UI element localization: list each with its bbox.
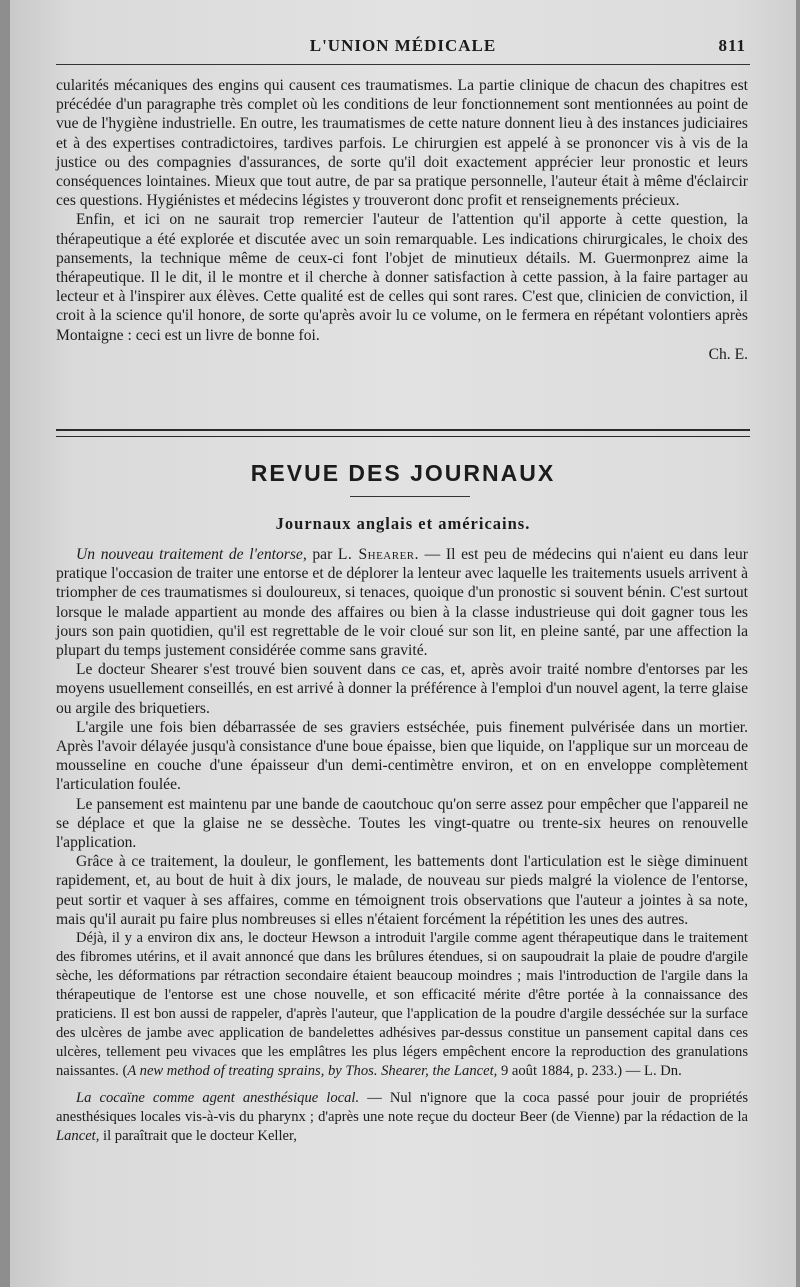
section-divider [56, 429, 750, 437]
header-rule [56, 64, 750, 65]
second-article-text-end: il paraîtrait que le docteur Keller, [99, 1128, 297, 1145]
section-title-rule [350, 496, 470, 497]
article-paragraph: L'argile une fois bien débarrassée de ses graviers estséchée, puis finement pulvérisée dans un mortier. Après l'avoir délayée jusqu'à consistance d'une boue épaisse, bien que liquide, on l'applique sur un morceau de mousseline en couche d'une épaisseur d'un demi-centimètre environ, et on en enveloppe complètement l'articulation foulée. [56, 718, 748, 794]
article-paragraph: Grâce à ce traitement, la douleur, le gonflement, les battements dont l'articulation est le siège diminuent rapidement, et, au bout de huit à dix jours, le malade, de nouveau sur pieds malgré la violence de l'entorse, peut sortir et vaquer à ses affaires, comme en témoignent trois observations que l'auteur a jointes à sa note, mais qu'il aurait pu faire plus nombreuses si elles n'étaient forcément la répétition les unes des autres. [56, 853, 748, 928]
article-citation: A new method of treating sprains, by Thos. Shearer, the Lancet, [127, 1063, 498, 1080]
book-review-text [56, 76, 748, 364]
journal-page [10, 0, 796, 1287]
article-citation-end: 9 août 1884, p. 233.) — L. Dn. [497, 1063, 682, 1080]
article-by: par [306, 546, 338, 563]
subsection-title: Journaux anglais et américains. [275, 514, 531, 533]
second-article-journal: Lancet, [56, 1128, 100, 1145]
second-article-title: La cocaïne comme agent anesthésique local. [76, 1090, 360, 1107]
article-lead-paragraph [56, 545, 748, 660]
section-title: REVUE DES JOURNAUX [250, 460, 556, 486]
page-number: 811 [718, 36, 746, 55]
article-lead-text: — Il est peu de médecins qui n'aient eu dans leur pratique l'occasion de traiter une entorse et de déplorer la lenteur avec laquelle les traitements usuels arrivent à triompher de ces traumatismes si douloureux, si tenaces, quoique d'un pronostic si souvent bénin. C'est surtout lorsque le malade appartient au monde des affaires ou bien à la classe industrieuse qui doit gagner tous les jours son pain quotidien, qu'il est regrettable de le voir cloué sur son lit, en pleine santé, par une affection la plupart du temps justement considérée comme sans gravité. [56, 546, 748, 660]
review-paragraph: cularités mécaniques des engins qui causent ces traumatismes. La partie clinique de chacun des chapitres est précédée d'un paragraphe très complet où les conditions de leur fonctionnement sont mentionnées au point de vue de l'hygiène industrielle. En outre, les traumatismes de cette nature donnent lieu à des instances judiciaires et à des expertises contradictoires, tardives parfois. Le chirurgien est appelé à se prononcer vis à vis de la justice ou des compagnies d'assurances, de sorte qu'il doit exactement apprécier leur pronostic et leurs conséquences lointaines. Mieux que tout autre, de par sa pratique personnelle, l'auteur était à même d'éclaircir ces questions. Hygiénistes et médecins légistes y trouveront donc profit et renseignements précieux. [56, 77, 748, 210]
article-last-paragraph [56, 929, 748, 1081]
journal-review-text [56, 545, 748, 1146]
review-paragraph: Enfin, et ici on ne saurait trop remercier l'auteur de l'attention qu'il apporte à cette question, la thérapeutique a été explorée et discutée avec un soin remarquable. Les indications chirurgicales, le choix des pansements, la technique même de ceux-ci font l'objet de minutieux détails. M. Guermonprez aime la thérapeutique. Il le dit, il le montre et il cherche à donner satisfaction à cette passion, à la faire partager au lecteur et à l'inspirer aux élèves. Cette qualité est de celles qui sont rares. C'est que, clinicien de conviction, il croit à la science qu'il honore, de sorte qu'après avoir lu ce volume, on le fermera en répétant volontiers après Montaigne : ceci est un livre de bonne foi. [56, 211, 748, 344]
second-article-paragraph [56, 1089, 748, 1146]
article-paragraph: Le docteur Shearer s'est trouvé bien souvent dans ce cas, et, après avoir traité nombre d'entorses par les moyens usuellement conseillés, en est arrivé à donner la préférence à l'emploi d'un nouvel agent, la terre glaise ou argile des briquetiers. [56, 661, 748, 717]
article-author: L. Shearer. [337, 546, 420, 563]
article-paragraph: Le pansement est maintenu par une bande de caoutchouc qu'on serre assez pour empêcher que l'appareil ne se déplace et que la glaise ne se dessèche. Toutes les vingt-quatre ou trente-six heures on renouvelle l'application. [56, 795, 748, 852]
running-title: L'UNION MÉDICALE [309, 36, 497, 55]
second-article-text: — Nul n'ignore que la coca passé pour jouir de propriétés anesthésiques locales vis-à-vis du pharynx ; d'après une note reçue du docteur Beer (de Vienne) par la rédaction de la [56, 1090, 748, 1126]
article-last-text: Déjà, il y a environ dix ans, le docteur Hewson a introduit l'argile comme agent thérapeutique dans le traitement des fibromes utérins, et il avait annoncé que dans les brûlures étendues, si on saupoudrait la plaie de poudre d'argile sèche, les déformations par rétraction secondaire étaient beaucoup moindres ; mais l'introduction de l'argile dans la thérapeutique de l'entorse est une chose nouvelle, et son efficacité mérite d'être portée à la connaissance des praticiens. Il est bon aussi de rappeler, d'après l'auteur, que l'application de la poudre d'argile desséchée sur la surface des ulcères de jambe avec application de bandelettes adhésives par-dessus constitue un pansement capital dans ces ulcères, tellement peu vivaces que les emplâtres les plus légers empêchent encore la reproduction des granulations naissantes. ( [56, 930, 748, 1080]
article-title: Un nouveau traitement de l'entorse, [76, 546, 307, 563]
running-head [10, 36, 796, 60]
review-signature: Ch. E. [708, 345, 748, 363]
